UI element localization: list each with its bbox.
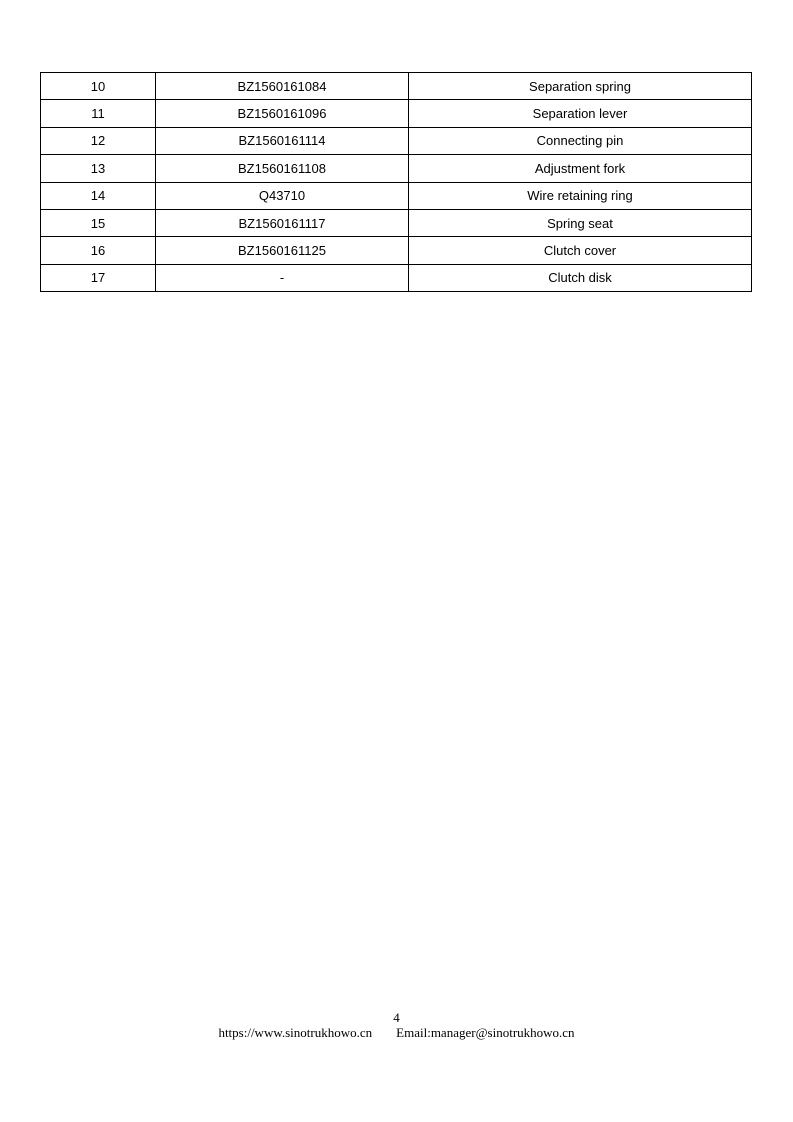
part-number-cell: 17 (41, 264, 156, 291)
part-name-cell: Separation lever (409, 100, 752, 127)
table-row (41, 155, 752, 182)
part-name-cell: Clutch cover (409, 237, 752, 264)
part-number-cell: 10 (41, 73, 156, 100)
part-code-cell: - (156, 264, 409, 291)
part-name-cell: Separation spring (409, 73, 752, 100)
part-name-cell: Connecting pin (409, 127, 752, 154)
table-row (41, 100, 752, 127)
part-name-cell: Adjustment fork (409, 155, 752, 182)
part-number-cell: 12 (41, 127, 156, 154)
table-row (41, 264, 752, 291)
part-number-cell: 11 (41, 100, 156, 127)
website-link[interactable]: https://www.sinotrukhowo.cn (218, 1025, 373, 1040)
table-row (41, 209, 752, 236)
part-code-cell: BZ1560161108 (156, 155, 409, 182)
part-number-cell: 13 (41, 155, 156, 182)
table-row (41, 182, 752, 209)
parts-table (40, 72, 752, 292)
part-code-cell: BZ1560161084 (156, 73, 409, 100)
parts-table-body (41, 73, 752, 292)
part-code-cell: BZ1560161114 (156, 127, 409, 154)
email-link[interactable]: Email:manager@sinotrukhowo.cn (396, 1025, 575, 1040)
part-code-cell: BZ1560161125 (156, 237, 409, 264)
page-number: 4 (393, 1010, 400, 1025)
part-code-cell: BZ1560161096 (156, 100, 409, 127)
part-number-cell: 16 (41, 237, 156, 264)
page-footer (0, 1010, 793, 1040)
part-name-cell: Spring seat (409, 209, 752, 236)
footer-contact-line (0, 1025, 793, 1040)
part-code-cell: Q43710 (156, 182, 409, 209)
part-name-cell: Wire retaining ring (409, 182, 752, 209)
part-number-cell: 14 (41, 182, 156, 209)
part-number-cell: 15 (41, 209, 156, 236)
part-code-cell: BZ1560161117 (156, 209, 409, 236)
table-row (41, 73, 752, 100)
table-row (41, 237, 752, 264)
table-row (41, 127, 752, 154)
part-name-cell: Clutch disk (409, 264, 752, 291)
